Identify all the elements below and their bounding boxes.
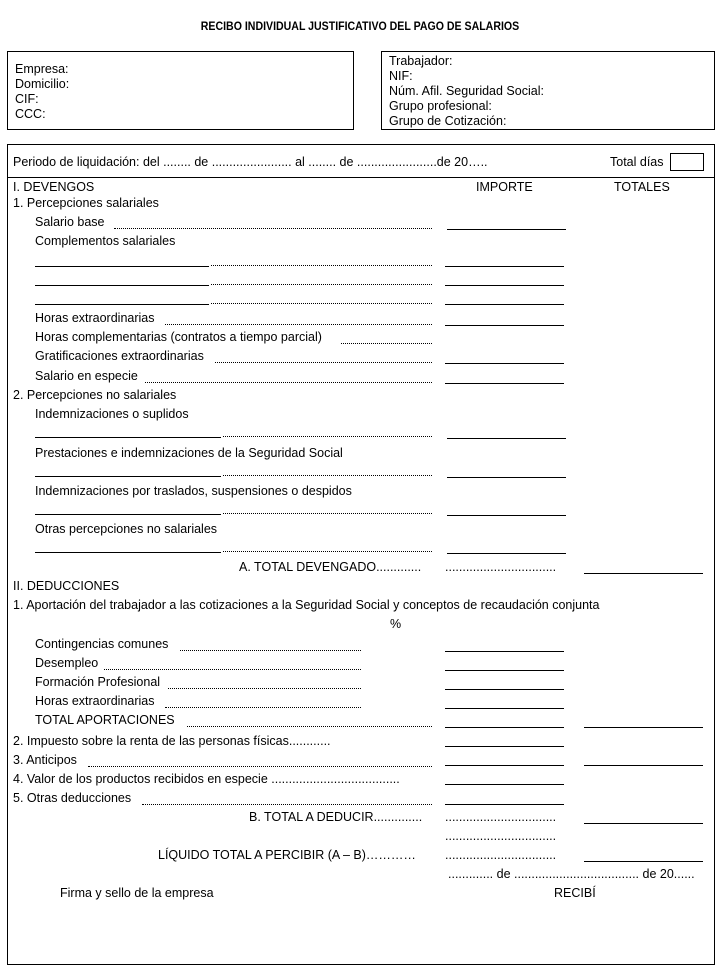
otras-percepciones-leader bbox=[223, 551, 432, 552]
liquido-importe: ................................ bbox=[445, 848, 557, 862]
anticipos-leader bbox=[88, 766, 432, 767]
suplidos-line[interactable] bbox=[35, 437, 221, 438]
indemnizaciones-suplidos-label: Indemnizaciones o suplidos bbox=[35, 407, 189, 421]
percepciones-salariales-label: 1. Percepciones salariales bbox=[13, 196, 159, 210]
complemento-1-line[interactable] bbox=[35, 266, 209, 267]
desempleo-leader bbox=[104, 669, 361, 670]
prestaciones-line[interactable] bbox=[35, 476, 221, 477]
total-aportaciones-importe-line[interactable] bbox=[445, 727, 564, 728]
gratificaciones-leader bbox=[215, 362, 432, 363]
traslados-line[interactable] bbox=[35, 514, 221, 515]
empresa-label: Empresa: bbox=[15, 62, 69, 76]
formacion-importe-line[interactable] bbox=[445, 689, 564, 690]
total-devengado-totales-line[interactable] bbox=[584, 573, 703, 574]
otras-percepciones-label: Otras percepciones no salariales bbox=[35, 522, 218, 536]
suplidos-leader bbox=[223, 436, 432, 437]
desempleo-importe-line[interactable] bbox=[445, 670, 564, 671]
productos-especie-label: 4. Valor de los productos recibidos en especie ..................................... bbox=[13, 772, 400, 786]
anticipos-label: 3. Anticipos bbox=[13, 753, 77, 767]
contingencias-leader bbox=[180, 650, 361, 651]
cif-label: CIF: bbox=[15, 92, 39, 106]
suplidos-importe-line[interactable] bbox=[447, 438, 566, 439]
trabajador-box bbox=[381, 51, 715, 130]
total-deducir-label: B. TOTAL A DEDUCIR.............. bbox=[249, 810, 423, 824]
total-dias-label: Total días bbox=[610, 155, 664, 169]
periodo-divider bbox=[7, 177, 715, 178]
complemento-3-leader bbox=[211, 303, 432, 304]
complemento-3-importe-line[interactable] bbox=[445, 304, 564, 305]
salario-especie-leader bbox=[145, 382, 432, 383]
total-deducir-totales-line[interactable] bbox=[584, 823, 703, 824]
anticipos-totales-line[interactable] bbox=[584, 765, 703, 766]
traslados-leader bbox=[223, 513, 432, 514]
complemento-1-importe-line[interactable] bbox=[445, 266, 564, 267]
salario-especie-label: Salario en especie bbox=[35, 369, 138, 383]
horas-extra-leader bbox=[165, 324, 432, 325]
afiliacion-label: Núm. Afil. Seguridad Social: bbox=[389, 84, 544, 98]
irpf-label: 2. Impuesto sobre la renta de las personas físicas............ bbox=[13, 734, 331, 748]
totales-header: TOTALES bbox=[614, 180, 670, 194]
contingencias-importe-line[interactable] bbox=[445, 651, 564, 652]
total-aportaciones-totales-line[interactable] bbox=[584, 727, 703, 728]
total-dias-box[interactable] bbox=[670, 153, 704, 171]
salario-especie-importe-line[interactable] bbox=[445, 383, 564, 384]
irpf-importe-line[interactable] bbox=[445, 746, 564, 747]
document-title: RECIBO INDIVIDUAL JUSTIFICATIVO DEL PAGO DE SALARIOS bbox=[200, 21, 520, 33]
horas-extra-label: Horas extraordinarias bbox=[35, 311, 155, 325]
otras-percepciones-line[interactable] bbox=[35, 552, 221, 553]
salario-base-leader bbox=[114, 228, 432, 229]
empresa-box bbox=[7, 51, 354, 130]
gratificaciones-importe-line[interactable] bbox=[445, 363, 564, 364]
percepciones-no-salariales-label: 2. Percepciones no salariales bbox=[13, 388, 177, 402]
horas-extra-ded-leader bbox=[165, 707, 361, 708]
traslados-importe-line[interactable] bbox=[447, 515, 566, 516]
prestaciones-importe-line[interactable] bbox=[447, 477, 566, 478]
otras-deducciones-leader bbox=[142, 804, 432, 805]
horas-complementarias-label: Horas complementarias (contratos a tiempo parcial) bbox=[35, 330, 322, 344]
total-devengado-label: A. TOTAL DEVENGADO............. bbox=[239, 560, 422, 574]
complemento-2-leader bbox=[211, 284, 432, 285]
periodo-line: Periodo de liquidación: del ........ de ....................... al ........ de .......................de 20….. bbox=[13, 155, 488, 169]
grupo-cotizacion-label: Grupo de Cotización: bbox=[389, 114, 507, 128]
trabajador-label: Trabajador: bbox=[389, 54, 453, 68]
deducciones-heading: II. DEDUCCIONES bbox=[13, 579, 120, 593]
horas-extra-importe-line[interactable] bbox=[445, 325, 564, 326]
fecha-line: ............. de .................................... de 20...... bbox=[448, 867, 695, 881]
gratificaciones-label: Gratificaciones extraordinarias bbox=[35, 349, 204, 363]
importe-header: IMPORTE bbox=[476, 180, 533, 194]
ccc-label: CCC: bbox=[15, 107, 46, 121]
total-aportaciones-label: TOTAL APORTACIONES bbox=[35, 713, 175, 727]
grupo-profesional-label: Grupo profesional: bbox=[389, 99, 492, 113]
desempleo-label: Desempleo bbox=[35, 656, 99, 670]
nif-label: NIF: bbox=[389, 69, 413, 83]
horas-extra-ded-label: Horas extraordinarias bbox=[35, 694, 155, 708]
salario-base-label: Salario base bbox=[35, 215, 105, 229]
firma-label: Firma y sello de la empresa bbox=[60, 886, 214, 900]
blank-importe-dotted: ................................ bbox=[445, 829, 557, 843]
liquido-label: LÍQUIDO TOTAL A PERCIBIR (A – B)………… bbox=[158, 848, 416, 862]
complementos-label: Complementos salariales bbox=[35, 234, 176, 248]
aportacion-label: 1. Aportación del trabajador a las cotizaciones a la Seguridad Social y conceptos de recaudación conjunta bbox=[13, 598, 600, 612]
formacion-leader bbox=[168, 688, 361, 689]
horas-complementarias-leader bbox=[341, 343, 432, 344]
prestaciones-label: Prestaciones e indemnizaciones de la Seguridad Social bbox=[35, 446, 343, 460]
indemnizaciones-traslados-label: Indemnizaciones por traslados, suspensiones o despidos bbox=[35, 484, 352, 498]
total-aportaciones-leader bbox=[187, 726, 432, 727]
total-devengado-importe: ................................ bbox=[445, 560, 557, 574]
devengos-heading: I. DEVENGOS bbox=[13, 180, 95, 194]
horas-extra-ded-importe-line[interactable] bbox=[445, 708, 564, 709]
complemento-3-line[interactable] bbox=[35, 304, 209, 305]
salario-base-importe-line[interactable] bbox=[447, 229, 566, 230]
complemento-2-line[interactable] bbox=[35, 285, 209, 286]
otras-percepciones-importe-line[interactable] bbox=[447, 553, 566, 554]
anticipos-importe-line[interactable] bbox=[445, 765, 564, 766]
contingencias-label: Contingencias comunes bbox=[35, 637, 169, 651]
liquido-totales-line[interactable] bbox=[584, 861, 703, 862]
complemento-1-leader bbox=[211, 265, 432, 266]
formacion-label: Formación Profesional bbox=[35, 675, 161, 689]
recibi-label: RECIBÍ bbox=[554, 886, 596, 900]
total-deducir-importe: ................................ bbox=[445, 810, 557, 824]
otras-deducciones-label: 5. Otras deducciones bbox=[13, 791, 132, 805]
productos-especie-importe-line[interactable] bbox=[445, 784, 564, 785]
otras-deducciones-importe-line[interactable] bbox=[445, 804, 564, 805]
domicilio-label: Domicilio: bbox=[15, 77, 70, 91]
complemento-2-importe-line[interactable] bbox=[445, 285, 564, 286]
main-box bbox=[7, 144, 715, 965]
percent-header: % bbox=[390, 617, 402, 631]
prestaciones-leader bbox=[223, 475, 432, 476]
